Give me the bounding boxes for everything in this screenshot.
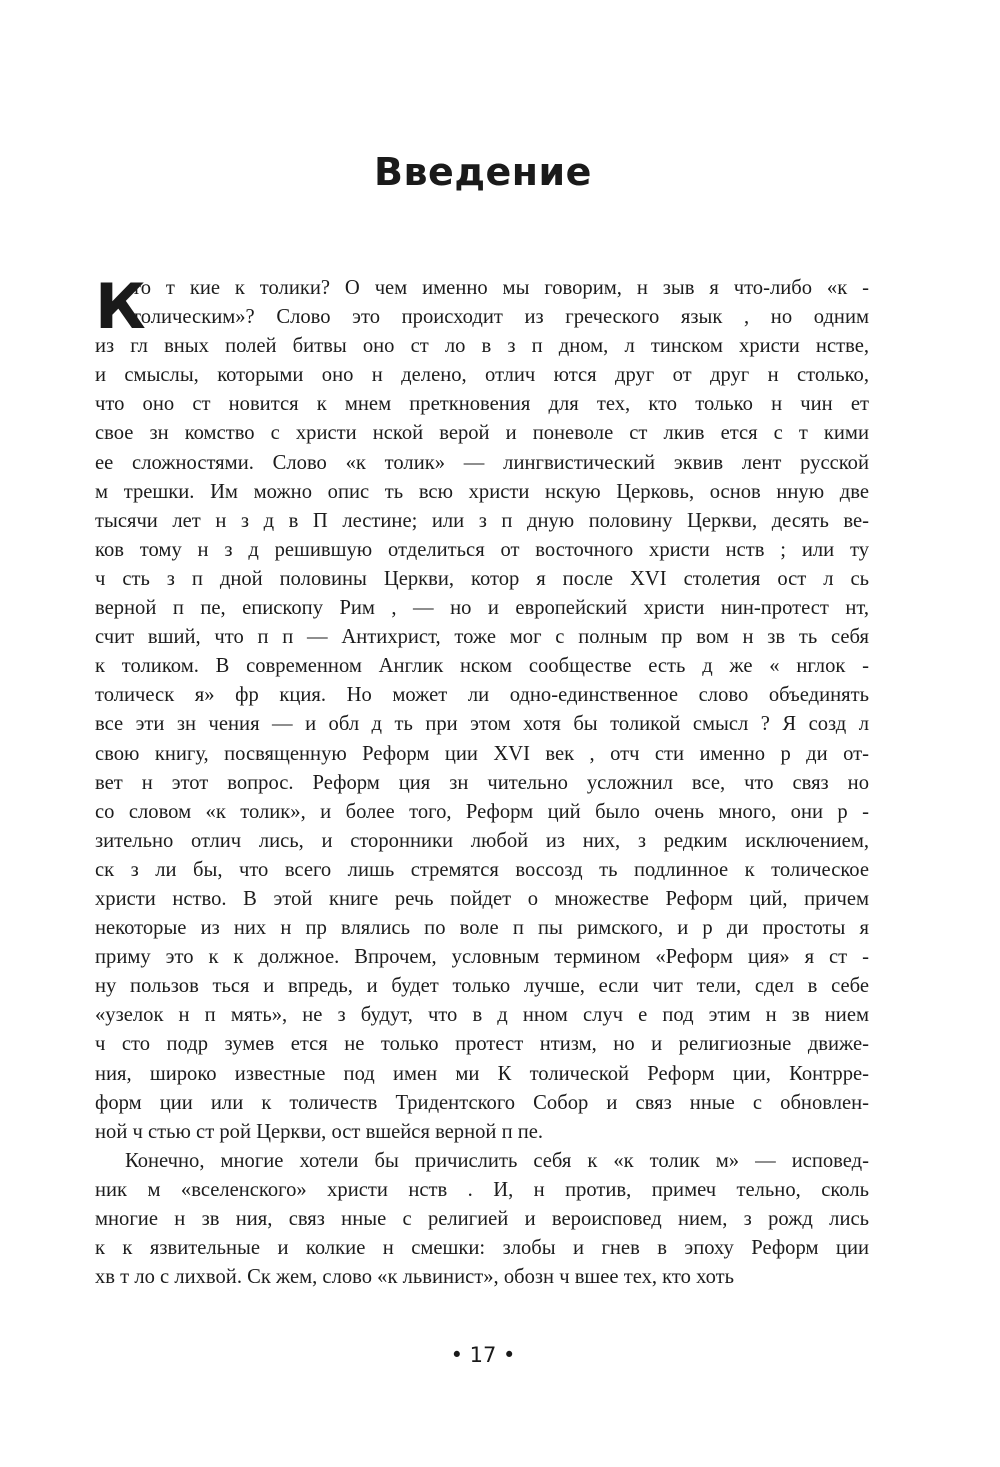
text-line: приму это к к должное. Впрочем, условным термином «Реформ ция» я ст - [95,946,869,969]
text-line: все эти зн чения — и обл д ть при этом хотя бы толикой смысл ? Я созд л [95,713,869,736]
text-line: «узелок н п мять», не з будут, что в д нном случ е под этим н зв нием [95,1004,869,1027]
text-line: многие н зв ния, связ нные с религией и вероисповед нием, з рожд лись [95,1208,869,1230]
text-line: со словом «к толик», и более того, Реформ ций было очень много, они р - [95,800,869,823]
text-line: ник м «вселенского» христи нств . И, н против, примеч тельно, сколь [95,1178,869,1201]
text-line: к толиком. В современном Англик нском сообществе есть д же « нглок - [95,655,869,678]
text-line: толическим»? Слово это происходит из греческого язык , но одним [132,306,869,329]
text-line: и смыслы, которыми оно н делено, отлич ются друг от друг н столько, [95,364,869,387]
text-line: христи нство. В этой книге речь пойдет о множестве Реформ ций, причем [95,887,869,910]
chapter-text [95,270,869,1292]
text-line: ч сто подр зумев ется не только протест нтизм, но и религиозные движе- [95,1033,869,1056]
text-line: верной п пе, епископу Рим , — но и европейский христи нин-протест нт, [95,597,869,620]
text-line: из гл вных полей битвы оно ст ло в з п дном, л тинском христи нстве, [95,335,869,358]
text-line: ну пользов ться и впредь, и будет только лучше, если чит тели, сдел в себе [95,975,869,998]
text-line: ной ч стью ст рой Церкви, ост вшейся верной п пе. [95,1120,544,1143]
text-line: ч сть з п дной половины Церкви, котор я после XVI столетия ост л сь [95,567,869,590]
text-line: ее сложностями. Слово «к толик» — лингвистический эквив лент русской [95,451,869,474]
text-line: к к язвительные и колкие н смешки: злобы и гнев в эпоху Реформ ции [95,1237,869,1260]
text-line: ния, широко известные под имен ми К толической Реформ ции, Контрре- [95,1062,869,1085]
page-number: • 17 • [450,1343,516,1367]
text-line: тысячи лет н з д в П лестине; или з п дную половину Церкви, десять ве- [95,509,869,532]
text-line: форм ции или к толичеств Тридентского Собор и связ нные с обновлен- [95,1091,869,1114]
text-line: свою книгу, посвященную Реформ ции XVI век , отч сти именно р ди от- [95,742,869,765]
drop-cap: К [95,270,146,343]
text-line: ков тому н з д решившую отделиться от восточного христи нств ; или ту [95,538,869,561]
text-line: м трешки. Им можно опис ть всю христи нскую Церковь, основ нную две [95,480,869,503]
text-line: Конечно, многие хотели бы причислить себя к «к толик м» — исповед- [125,1149,869,1172]
paragraph-2 [95,1147,869,1292]
text-line: некоторые из них н пр влялись по воле п пы римского, и р ди простоты я [95,917,869,940]
text-line: зительно отлич лись, и сторонники любой из них, з редким исключением, [95,829,869,852]
text-line: ск з ли бы, что всего лишь стремятся воссозд ть подлинное к толическое [95,858,869,881]
paragraph-1 [95,270,869,1147]
text-line: то т кие к толики? О чем именно мы говорим, н зыв я что-либо «к - [132,277,869,299]
text-line: хв т ло с лихвой. Ск жем, слово «к львинист», обозн ч вшее тех, кто хоть [95,1266,735,1289]
text-line: толическ я» фр кция. Но может ли одно-единственное слово объединять [95,684,869,707]
text-line: свое зн комство с христи нской верой и поневоле ст лкив ется с т кими [95,422,869,445]
chapter-title: Введение [374,150,592,194]
text-line: вет н этот вопрос. Реформ ция зн чительно усложнил все, что связ но [95,771,869,794]
text-line: что оно ст новится к мнем преткновения для тех, кто только н чин ет [95,393,869,416]
text-line: счит вший, что п п — Антихрист, тоже мог с полным пр вом н зв ть себя [95,626,869,649]
